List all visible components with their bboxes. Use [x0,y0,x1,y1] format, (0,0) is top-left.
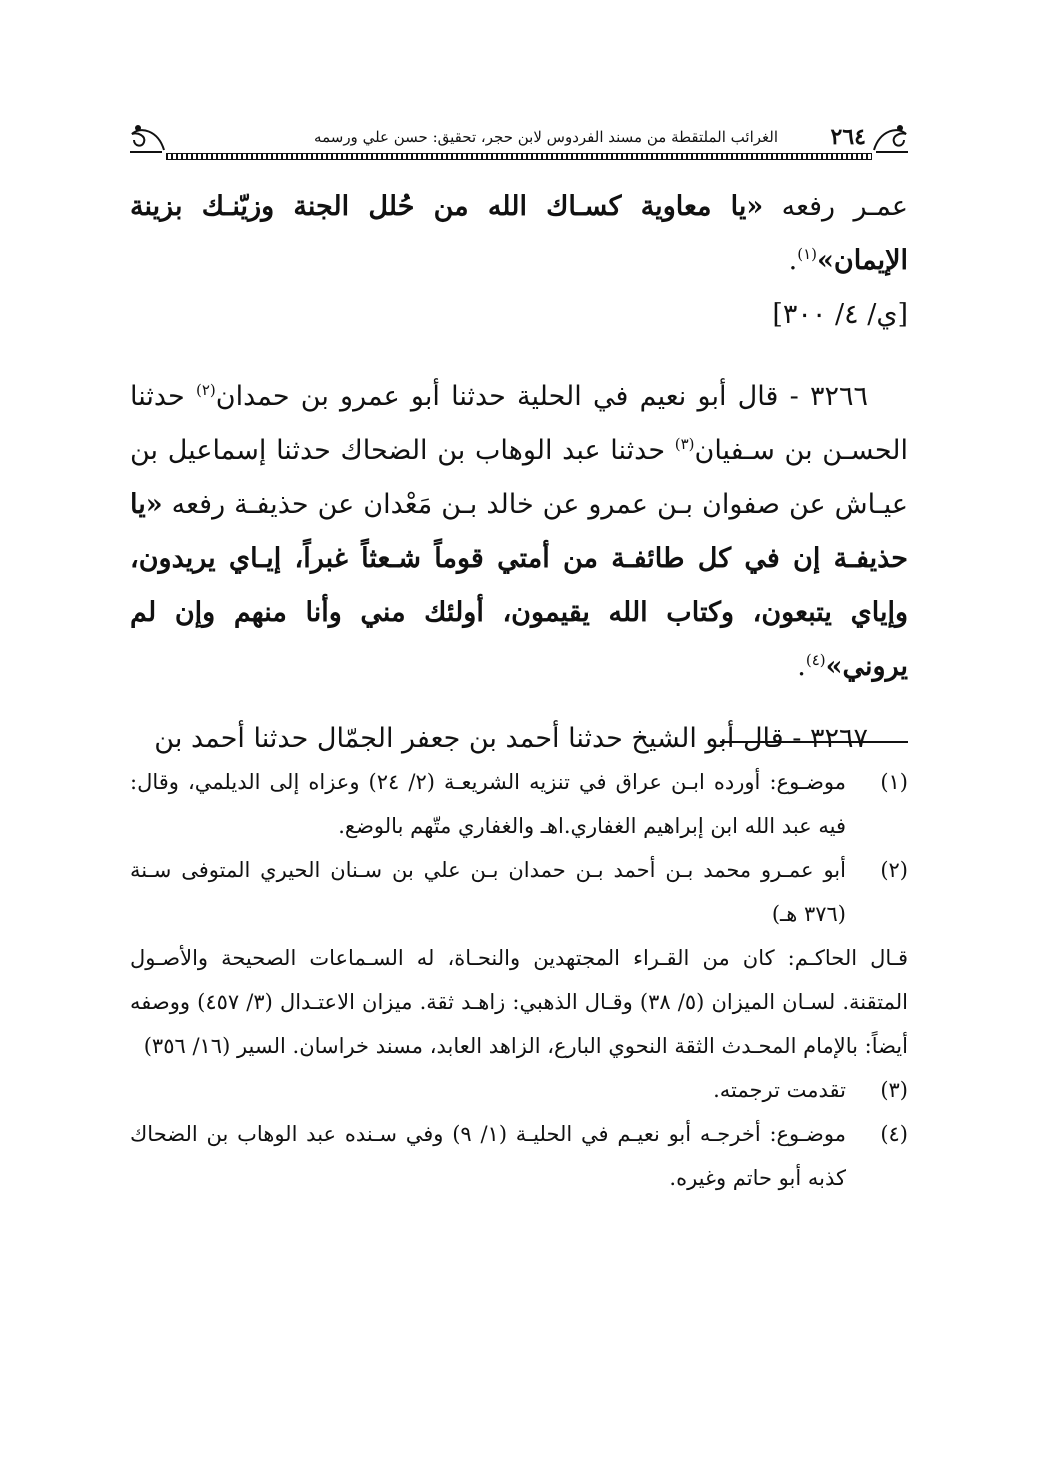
running-title: الغرائب الملتقطة من مسند الفردوس لابن حجر، تحقيق: حسن علي ورسمه [314,128,778,146]
text-run: . [788,245,798,276]
hadith-3267: ٣٢٦٧ - قال أبو الشيخ حدثنا أحمد بن جعفر الجمّال حدثنا أحمد بن [154,723,868,754]
footnote-separator [720,741,908,743]
footnote-2-continuation: قـال الحاكـم: كان من القـراء المجتهدين والنحـاة، له السـماعات الصحيحة والأصـول المتقنة. لسـان الميزان (٥/ ٣٨) وقـال الذهبي: زاهـد ثقة. ميزان الاعتـدال (٣/ ٤٥٧) ووصفه أيضاً: بالإمام المحـدث الثقة النحوي البارع، الزاهد العابد، مسند خراسان. السير (١٦/ ٣٥٦) [130,946,908,1058]
footnote-number: (٤) [880,1122,908,1146]
footnote-ref: (٤) [805,651,826,669]
text-run: ٣٢٦٦ - قال أبو نعيم في الحلية حدثنا أبو عمرو بن حمدان [215,381,868,412]
running-header [128,118,910,162]
footnote-ref: (٣) [674,435,695,453]
footnote-number: (٣) [880,1078,908,1102]
hadith-matn: «يا معاوية كسـاك الله من حُلل الجنة وزيّنـك بزينة الإيمان» [130,191,908,276]
footnote-1 [130,760,908,848]
footnote-text: أبو عمـرو محمد بـن أحمد بـن حمدان بـن علي بن سـنان الحيري المتوفى سـنة (٣٧٦ هـ) [130,858,846,926]
text-run: عمـر رفعه [763,191,909,222]
spacer [130,694,908,712]
footnote-number: (٢) [880,858,908,882]
ornament-icon [128,120,168,156]
footnote-number: (١) [880,770,908,794]
hadith-continuation [130,180,908,288]
hadith-3266 [130,370,908,694]
source-reference: [ي/ ٤/ ٣٠٠] [772,299,908,330]
footnote-text: موضـوع: أخرجـه أبو نعيـم في الحليـة (١/ ٩) وفي سـنده عبد الوهاب بن الضحاك كذبه أبو حاتم وغيره. [130,1122,846,1190]
main-text [130,180,908,766]
footnote-3 [130,1068,908,1112]
footnote-ref: (٢) [195,381,216,399]
footnotes [130,760,908,1200]
hadith-matn: «يا حذيفـة إن في كل طائفـة من أمتي قوماً شـعثاً غبراً، إيـاي يريدون، وإياي يتبعون، وكتاب الله يقيمون، أولئك مني وأنا منهم وإن لم يروني» [130,489,908,682]
ornament-icon [870,120,910,156]
footnote-4 [130,1112,908,1200]
text-run: حدثنا عبد الوهاب بن الضحاك حدثنا إسماعيل بن عيـاش عن صفوان بـن عمرو عن خالد بـن مَعْدان عن حذيفـة رفعه [130,435,908,520]
text-run: حدثنا الحسـن بن سـفيان [130,381,908,466]
footnote-text: موضـوع: أورده ابـن عراق في تنزيه الشريعـة (٢/ ٢٤) وعزاه إلى الديلمي، وقال: فيه عبد الله ابن إبراهيم الغفاري.اهـ والغفاري متّهم بالوضع. [130,770,846,838]
footnote-ref: (١) [797,245,818,263]
text-run: . [797,651,806,682]
footnote-2 [130,848,908,936]
header-rule [166,153,872,160]
footnote-text: تقدمت ترجمته. [713,1078,846,1102]
page-number: ٢٦٤ [830,124,866,150]
